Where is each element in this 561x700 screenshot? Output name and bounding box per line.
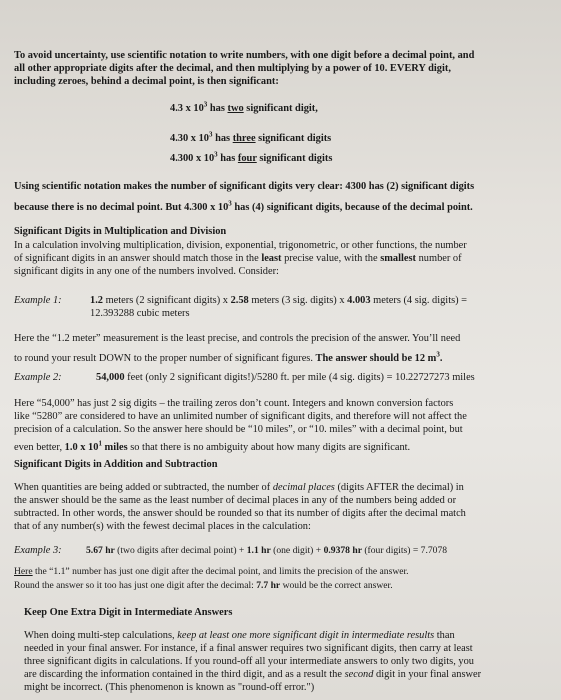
example-2-label-text: Example 2:	[14, 372, 62, 383]
here-3-line-2-a: Round the answer so it too has just one digit after the decimal:	[14, 580, 257, 591]
ex2-value-a: 54,000	[96, 372, 125, 383]
here-1-line-1: Here the “1.2 meter” measurement is the least precise, and controls the precision of the answer. You’ll need	[14, 333, 461, 344]
here-2-text-a: even better,	[14, 442, 65, 453]
sci-note-line-1: Using scientific notation makes the number of significant digits very clear: 4300 has (2) significant digits	[14, 181, 475, 192]
sci-example-2-mid: has	[212, 133, 233, 144]
here-3-line-1	[14, 566, 409, 579]
ex3-text-f: (four digits) = 7.7078	[361, 545, 448, 556]
intro-line-1: To avoid uncertainty, use scientific notation to write numbers, with one digit before a decimal point, and	[14, 50, 475, 61]
mult-line-2: of significant digits in an answer should match those in the least precise value, with the smallest number of	[14, 253, 462, 264]
ex3-value-c: 1.1 hr	[246, 545, 271, 556]
extra-line-4-a: are discarding the information contained in the third digit, and as a result the	[24, 669, 345, 680]
extra-line-1-italic: keep at least one more significant digit in intermediate results	[177, 630, 435, 641]
here-1-line-2: to round your result DOWN to the proper number of significant figures. The answer should be 12 $m^3$.	[14, 350, 443, 364]
extra-line-1	[24, 630, 455, 643]
here-1-text: to round your result DOWN to the proper number of significant figures.	[14, 353, 316, 364]
sci-example-1-count: two	[227, 103, 244, 114]
extra-line-3: three significant digits in calculations. If you round-off all your intermediate answers to only two digits, you	[24, 656, 474, 667]
here-2-bold-c: miles	[101, 442, 128, 453]
here-1-exp: 3	[436, 350, 440, 359]
intro-line-3: including zeroes, behind a decimal point, is then significant:	[14, 76, 279, 87]
example-1-result: 12.393288 cubic meters	[90, 308, 190, 319]
example-1-expression	[90, 295, 467, 308]
mult-bold-least: least	[261, 253, 282, 264]
extra-line-4	[24, 669, 481, 682]
sci-example-2-exp: 3	[208, 130, 213, 139]
extra-line-1-a: When doing multi-step calculations,	[24, 630, 178, 641]
sci-example-2-count: three	[232, 133, 256, 144]
add-line-1-c: (digits AFTER the decimal) in	[334, 482, 464, 493]
ex1-text-b: meters (2 significant digits) x	[103, 295, 231, 306]
here-1-answer: The answer should be 12 m	[315, 353, 437, 364]
sci-example-1-exp: 3	[203, 100, 208, 109]
here-2-line-2: like “5280” are considered to have an unlimited number of significant digits, and therefore will not affect the	[14, 411, 467, 422]
mult-line-3: significant digits in any one of the numbers involved. Consider:	[14, 266, 279, 277]
example-3-label-text: Example 3:	[14, 545, 62, 556]
intro-line-2: all other appropriate digits after the decimal, and then multiplying by a power of 10. EVERY digit,	[14, 63, 451, 74]
here-2-line-3: precision of a calculation. So the answer here should be “10 miles”, or “10. miles” with a decimal point, but	[14, 424, 463, 435]
here-3-underline: Here	[14, 566, 33, 577]
sci-example-1	[170, 100, 318, 116]
ex1-value-a: 1.2	[90, 295, 103, 306]
here-2-line-1: Here “54,000” has just 2 sig digits – the trailing zeros don’t count. Integers and known conversion factors	[14, 398, 454, 409]
sci-note-part-a: because there is no decimal point. But 4.300 x 10	[14, 202, 229, 213]
add-line-1-italic: decimal places	[272, 482, 335, 493]
add-line-1	[14, 482, 464, 495]
here-2-line-4	[14, 439, 411, 455]
sci-note-part-b: has (4) significant digits, because of the decimal point.	[231, 202, 473, 213]
mult-line-1: In a calculation involving multiplication, division, exponential, trigonometric, or other functions, the number	[14, 240, 467, 251]
example-2-expression	[96, 372, 475, 385]
sci-example-3-mid: has	[217, 153, 238, 164]
add-line-1-a: When quantities are being added or subtracted, the number of	[14, 482, 273, 493]
example-1-label	[14, 295, 62, 308]
extra-line-4-c: digit in your final answer	[373, 669, 482, 680]
sci-example-1-tail: significant digit,	[243, 103, 318, 114]
example-3-expression	[86, 545, 447, 558]
example-3-label	[14, 545, 62, 558]
here-2-text-d: so that there is no ambiguity about how many digits are significant.	[127, 442, 411, 453]
extra-heading: Keep One Extra Digit in Intermediate Answers	[24, 607, 233, 618]
ex1-text-f: meters (4 sig. digits) =	[370, 295, 468, 306]
extra-line-2: needed in your final answer. For instance, if a final answer requires two significant digits, then carry at least	[24, 643, 473, 654]
sci-example-2	[170, 130, 332, 146]
sci-example-2-tail: significant digits	[255, 133, 332, 144]
example-1-label-text: Example 1:	[14, 295, 62, 306]
extra-line-4-italic: second	[344, 669, 374, 680]
sci-example-3-count: four	[237, 153, 257, 164]
add-line-3: subtracted. In other words, the answer should be rounded so that its number of digits after the decimal match	[14, 508, 466, 519]
sci-example-3-exp: 3	[214, 150, 218, 159]
ex1-value-c: 2.58	[230, 295, 249, 306]
ex3-text-b: (two digits after decimal point) +	[114, 545, 247, 556]
mult-bold-smallest: smallest	[380, 253, 416, 264]
extra-line-1-c: than	[434, 630, 455, 641]
ex1-text-d: meters (3 sig. digits) x	[248, 295, 348, 306]
here-3-answer: 7.7 hr	[256, 580, 281, 591]
add-line-4: that of any number(s) with the fewest decimal places in the calculation:	[14, 521, 311, 532]
ex3-text-d: (one digit) +	[270, 545, 324, 556]
here-3-text: the “1.1” number has just one digit after the decimal point, and limits the precision of the answer.	[32, 566, 409, 577]
sci-example-1-base: 4.3 x 10	[170, 103, 204, 114]
sci-example-1-mid: has	[207, 103, 228, 114]
here-3-line-2	[14, 580, 393, 593]
example-2-label	[14, 372, 62, 385]
sci-example-3-base: 4.300 x 10	[170, 153, 215, 164]
sci-example-3	[170, 150, 333, 166]
ex3-value-a: 5.67 hr	[86, 545, 115, 556]
here-2-bold-b: 1.0 x 10	[64, 442, 99, 453]
here-2-exp: 1	[98, 439, 102, 448]
mult-heading: Significant Digits in Multiplication and Division	[14, 226, 227, 237]
sci-example-2-base: 4.30 x 10	[170, 133, 209, 144]
sci-example-3-tail: significant digits	[256, 153, 333, 164]
add-line-2: the answer should be the same as the least number of decimal places in any of the numbers being added or	[14, 495, 457, 506]
add-heading: Significant Digits in Addition and Subtraction	[14, 459, 218, 470]
ex1-value-e: 4.003	[347, 295, 371, 306]
ex2-text-b: feet (only 2 significant digits!)/5280 ft. per mile (4 sig. digits) = 10.22727273 miles	[124, 372, 475, 383]
sci-note-exp: 3	[228, 199, 232, 208]
here-3-line-2-c: would be the correct answer.	[280, 580, 393, 591]
sci-note-line-2	[14, 199, 473, 215]
extra-line-5: might be incorrect. (This phenomenon is known as "round-off error.")	[24, 682, 315, 693]
ex3-value-e: 0.9378 hr	[323, 545, 362, 556]
